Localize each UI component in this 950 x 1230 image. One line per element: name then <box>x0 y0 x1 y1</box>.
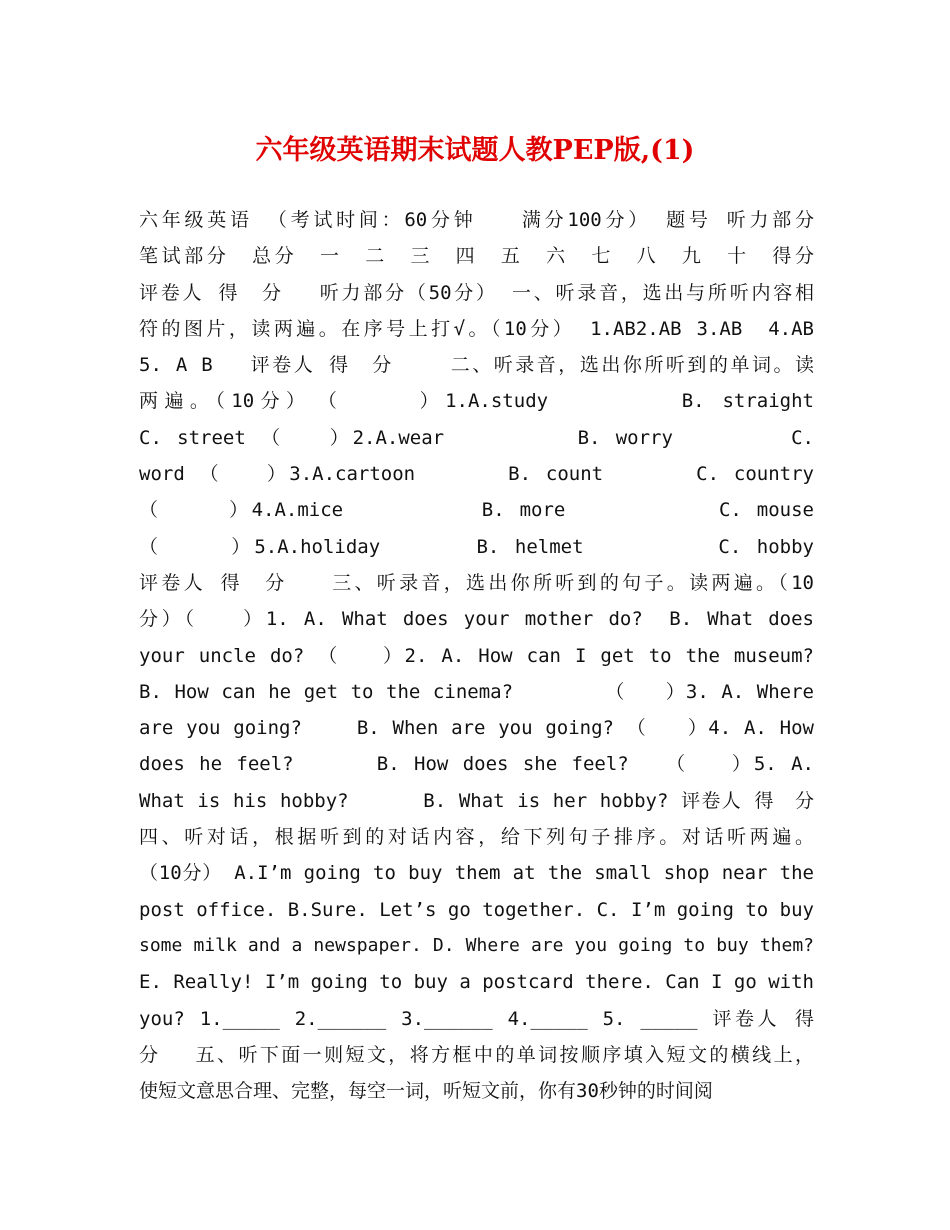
text-line: C. street （ ）2.A.wear B. worry C. <box>139 426 814 449</box>
text-line: 四、听对话，根据听到的对话内容，给下列句子排序。对话听两遍。 <box>139 826 814 849</box>
text-line: （10分） A.I’m going to buy them at the small shop near the <box>139 862 814 885</box>
text-line: does he feel? B. How does she feel? （ ）5. A. <box>139 753 814 776</box>
text-line: 六年级英语 （考试时间：60分钟 满分100分） 题号 听力部分 <box>139 209 814 231</box>
text-line: word （ ）3.A.cartoon B. count C. country <box>139 463 814 486</box>
text-line: 符的图片，读两遍。在序号上打√。（10分） 1.AB2.AB 3.AB 4.AB <box>139 317 814 340</box>
text-line: B. How can he get to the cinema? （ ）3. A. Where <box>139 680 814 703</box>
text-line: 分）（ ）1. A. What does your mother do? B. What does <box>139 608 814 631</box>
text-line: your uncle do? （ ）2. A. How can I get to the museum? <box>139 644 814 667</box>
text-line: 两遍。（10分） （ ）1.A.study B. straight <box>139 390 814 413</box>
text-line: are you going? B. When are you going? （ ）4. A. How <box>139 717 814 740</box>
text-line: 评卷人 得 分 听力部分（50分） 一、听录音，选出与所听内容相 <box>139 281 814 304</box>
page-title: 六年级英语期末试题人教PEP版,(1) <box>255 135 695 166</box>
body-text <box>139 202 814 1109</box>
text-line: 5. A B 评卷人 得 分 二、听录音，选出你所听到的单词。读 <box>139 354 814 377</box>
text-line: 评卷人 得 分 三、听录音，选出你所听到的句子。读两遍。（10 <box>139 571 814 594</box>
text-line: 分 五、听下面一则短文，将方框中的单词按顺序填入短文的横线上， <box>139 1043 814 1066</box>
text-line: 笔试部分 总分 一 二 三 四 五 六 七 八 九 十 得分 <box>139 245 814 268</box>
text-line: some milk and a newspaper. D. Where are you going to buy them? <box>139 934 814 956</box>
text-line: E. Really! I’m going to buy a postcard there. Can I go with <box>139 971 814 994</box>
text-line: 使短文意思合理、完整，每空一词，听短文前，你有30秒钟的时间阅 <box>139 1080 713 1103</box>
text-line: you? 1._____ 2.______ 3.______ 4._____ 5. _____ 评卷人 得 <box>139 1007 814 1030</box>
text-line: post office. B.Sure. Let’s go together. C. I’m going to buy <box>139 898 814 921</box>
text-line: （ ）5.A.holiday B. helmet C. hobby <box>139 535 814 558</box>
text-line: What is his hobby? B. What is her hobby? 评卷人 得 分 <box>139 789 814 812</box>
text-line: （ ）4.A.mice B. more C. mouse <box>139 499 814 522</box>
